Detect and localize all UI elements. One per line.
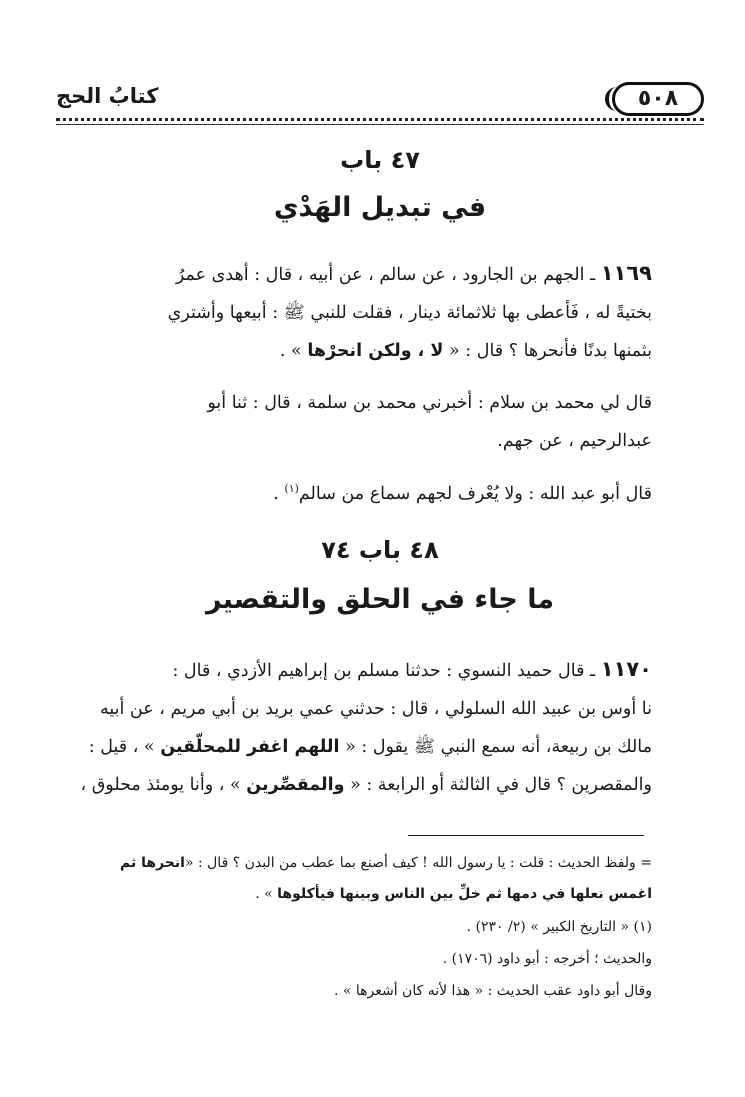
footnote-abu-dawud-remark: وقال أبو داود عقب الحديث : « هذا لأنه كان أشعرها » . [333, 983, 652, 999]
isnad-note-line-1: قال لي محمد بن سلام : أخبرني محمد بن سلمة ، قال : ثنا أبو [207, 393, 652, 413]
footnote-1: (١) « التاريخ الكبير » (٢/ ٢٣٠) . [466, 919, 652, 935]
chapter-48-number: ٤٨ باب ٧٤ [321, 536, 439, 564]
hadith-text: » ، قيل : [88, 737, 155, 757]
hadith-text: والمقصرين ؟ قال في الثالثة أو الرابعة : « [350, 775, 652, 795]
hadith-1169-line-2: بختيةً له ، فَأعطى بها ثلاثمائة دينار ، فقلت للنبي ﷺ : أبيعها وأشتري [167, 303, 652, 323]
isnad-note-line-2: عبدالرحيم ، عن جهم. [497, 431, 652, 451]
footnote-continuation-line-2 [54, 879, 652, 910]
prophet-saying: لا ، ولكن انحرْها [307, 341, 444, 361]
footnote-continuation [54, 848, 652, 910]
footnote-separator [408, 835, 644, 836]
hadith-1169-line-1 [52, 254, 652, 294]
author-remark-end: . [273, 483, 285, 504]
hadith-text: » ، وأنا يومئذ محلوق ، [80, 775, 241, 795]
hadith-text: بثمنها بدنًا فأنحرها ؟ قال : « [449, 341, 652, 361]
footnote-bold-text: انحرها ثم [120, 855, 185, 871]
isnad-note [52, 384, 652, 460]
chapter-47-title: في تبديل الهَدْي [273, 192, 487, 223]
hadith-1170-line-3 [52, 728, 652, 766]
hadith-1169-line-3 [52, 332, 652, 370]
header-rule [56, 124, 704, 125]
footnote-bold-text: اغمس نعلها في دمها ثم خلِّ بين الناس وبينها فيأكلوها [277, 886, 652, 902]
hadith-1170-line-1 [52, 650, 652, 690]
hadith-number: ١١٧٠ [600, 657, 652, 681]
footnote-continuation-line-1 [54, 848, 652, 879]
author-remark-text: قال أبو عبد الله : ولا يُعْرف لجهم سماع من سالم [298, 483, 652, 504]
chapter-47-number: ٤٧ باب [340, 146, 420, 174]
hadith-text: » . [279, 341, 302, 361]
hadith-1169 [52, 254, 652, 370]
chapter-48-title: ما جاء في الحلق والتقصير [205, 584, 555, 615]
prophet-saying: والمقصِّرين [246, 775, 345, 795]
footnote-text: » . [255, 886, 273, 902]
book-title: كتابُ الحج [56, 84, 159, 108]
hadith-text: ـ قال حميد النسوي : حدثنا مسلم بن إبراهيم الأزدي ، قال : [172, 661, 596, 681]
header-dotted-rule [56, 118, 704, 121]
author-remark [52, 470, 652, 513]
prophet-saying: اللهم اغفر للمحلّقين [160, 737, 340, 757]
hadith-number: ١١٦٩ [600, 261, 652, 285]
hadith-1170-line-4 [52, 766, 652, 804]
hadith-text: ـ الجهم بن الجارود ، عن سالم ، عن أبيه ، قال : أهدى عمرُ [175, 265, 596, 285]
footnote-ref: (١) [284, 482, 299, 495]
hadith-text: مالك بن ربيعة، أنه سمع النبي ﷺ يقول : « [345, 737, 652, 757]
footnote-text: = ولفظ الحديث : قلت : يا رسول الله ! كيف أصنع بما عطب من البدن ؟ قال : « [184, 855, 652, 871]
hadith-1170-line-2: نا أوس بن عبيد الله السلولي ، قال : حدثني عمي بريد بن أبي مريم ، عن أبيه [99, 699, 652, 719]
page-number: ٥٠٨ [612, 82, 704, 116]
hadith-1170 [52, 650, 652, 804]
footnote-hadith-ref: والحديث ؛ أخرجه : أبو داود (١٧٠٦) . [442, 951, 652, 967]
